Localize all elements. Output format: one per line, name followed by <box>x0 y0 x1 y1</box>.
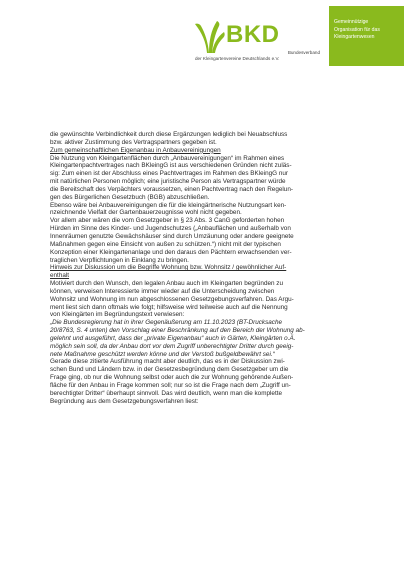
document-body <box>50 131 350 406</box>
tagline-line: Kleingartenwesen <box>334 34 375 41</box>
text-line: Innenräumen genutzte Gewächshäuser sind durch Umzäunung oder andere geeignete <box>50 232 294 240</box>
text-line: mit natürlichen Personen möglich; eine juristische Person als Vertragspartner würde <box>50 178 286 186</box>
text-line: schen Bund und Ländern bzw. in der Gesetzesbegründung dem Gesetzgeber um die <box>50 366 289 374</box>
tagline <box>334 19 402 42</box>
section-heading <box>50 264 350 280</box>
section-heading <box>50 147 350 155</box>
logo-text: BKD <box>226 21 280 48</box>
text-line: Maßnahmen gegen eine Einsicht von außen zu schützen.“) nicht mit der typischen <box>50 240 281 248</box>
paragraph <box>50 131 350 147</box>
text-line: sig: Zum einen ist der Abschluss eines Pachtvertrages im Rahmen des BKleingG nur <box>50 170 289 178</box>
quote-line: nete Maßnahme geschützt werden könne und der Verstoß bußgeldbewährt sei.“ <box>50 350 275 358</box>
quote-line: 20/8763, S. 4 unten) den Vorschlag einer Beschränkung auf den Bereich der Wohnung ab- <box>50 327 305 335</box>
heading-line: enthalt <box>50 272 70 280</box>
text-line: Konzeption einer Kleingartenanlage und den daraus den Pächtern erwachsenden ver- <box>50 248 292 256</box>
text-line: von Kleingärten im Begründungstext verwiesen: <box>50 311 185 319</box>
text-line: traglichen Verpflichtungen in Einklang zu bringen. <box>50 256 189 264</box>
text-line: Hürden im Sinne des Kinder- und Jugendschutzes („Anbauflächen und außerhalb von <box>50 225 291 233</box>
heading-line: Hinweis zur Diskussion um die Begriffe Wohnung bzw. Wohnsitz / gewöhnlicher Auf- <box>50 264 287 272</box>
text-line: die gewünschte Verbindlichkeit durch diese Ergänzungen lediglich bei Neuabschluss <box>50 131 288 138</box>
text-line: Gerade diese zitierte Ausführung macht aber deutlich, das es in der Diskussion zwi- <box>50 358 285 366</box>
text-line: Vor allem aber wären die vom Gesetzgeber in § 23 Abs. 3 CanG geforderten hohen <box>50 217 285 225</box>
logo-subtitle-2: der Kleingartenvereine Deutschlands e.V. <box>195 56 280 61</box>
paragraph <box>50 358 350 405</box>
text-line: berechtigter Dritter“ überhaupt sinnvoll. Das wird deutlich, wenn man die komplette <box>50 389 283 397</box>
quote-line: möglich sein soll, da der Anbau dort vor dem Zugriff unberechtigter Dritter durch geeig- <box>50 342 294 350</box>
text-line: nzeichnende Vielfalt der Gartenbauerzeugnisse wohl nicht gegeben. <box>50 209 242 217</box>
tagline-line: Organisation für das <box>334 26 380 33</box>
text-line: Ebenso wäre bei Anbauvereinigungen die für die kleingärtnerische Nutzungsart ken- <box>50 201 287 209</box>
text-line: Wohnsitz und Wohnung im nun abgeschlossenen Gesetzgebungsverfahren. Das Argu- <box>50 295 294 303</box>
heading-line: Zum gemeinschaftlichen Eigenanbau in Anbauvereinigungen <box>50 146 221 154</box>
quote-paragraph <box>50 319 350 358</box>
text-line: ment liest sich dann oftmals wie folgt; hilfsweise wird teilweise auch auf die Nennung <box>50 303 288 311</box>
text-line: fläche für den Anbau in Frage kommen soll; nur so ist die Frage nach dem „Zugriff un- <box>50 382 291 389</box>
quote-line: „Die Bundesregierung hat in ihrer Gegenäußerung am 11.10.2023 (BT-Drucksache <box>50 319 283 327</box>
text-line: Die Nutzung von Kleingartenflächen durch „Anbauvereinigungen“ im Rahmen eines <box>50 154 285 162</box>
text-line: Begründung aus dem Gesetzgebungsverfahren liest: <box>50 397 199 405</box>
text-line: Motiviert durch den Wunsch, den legalen Anbau auch im Kleingarten begründen zu <box>50 280 283 288</box>
logo-subtitle-1: Bundesverband <box>287 50 320 55</box>
paragraph <box>50 280 350 319</box>
paragraph <box>50 155 350 265</box>
leaf-logo-icon <box>193 18 227 54</box>
text-line: gen des Bürgerlichen Gesetzbuch (BGB) abzuschließen. <box>50 193 210 201</box>
text-line: die Bereitschaft des Verpächters voraussetzen, einen Pachtvertrag nach den Regelun- <box>50 185 293 193</box>
tagline-box <box>329 6 404 66</box>
text-line: können, verweisen Interessierte immer wieder auf die Unterscheidung zwischen <box>50 287 275 295</box>
text-line: Kleingartenpachtvertrages nach BKleingG ist aus verschiedenen Gründen nicht zuläs- <box>50 162 292 170</box>
text-line: bzw. aktiver Zustimmung des Vertragspartners gegeben ist. <box>50 138 217 146</box>
text-line: Frage ging, ob nur die Wohnung selbst oder auch die zur Wohnung gehörende Außen- <box>50 374 294 382</box>
bkd-logo <box>193 18 321 68</box>
quote-line: gelehnt und ausgeführt, dass der „private Eigenanbau“ auch in Gärten, Kleingärten o.Ä. <box>50 334 296 342</box>
tagline-line: Gemeinnützige <box>334 19 369 25</box>
